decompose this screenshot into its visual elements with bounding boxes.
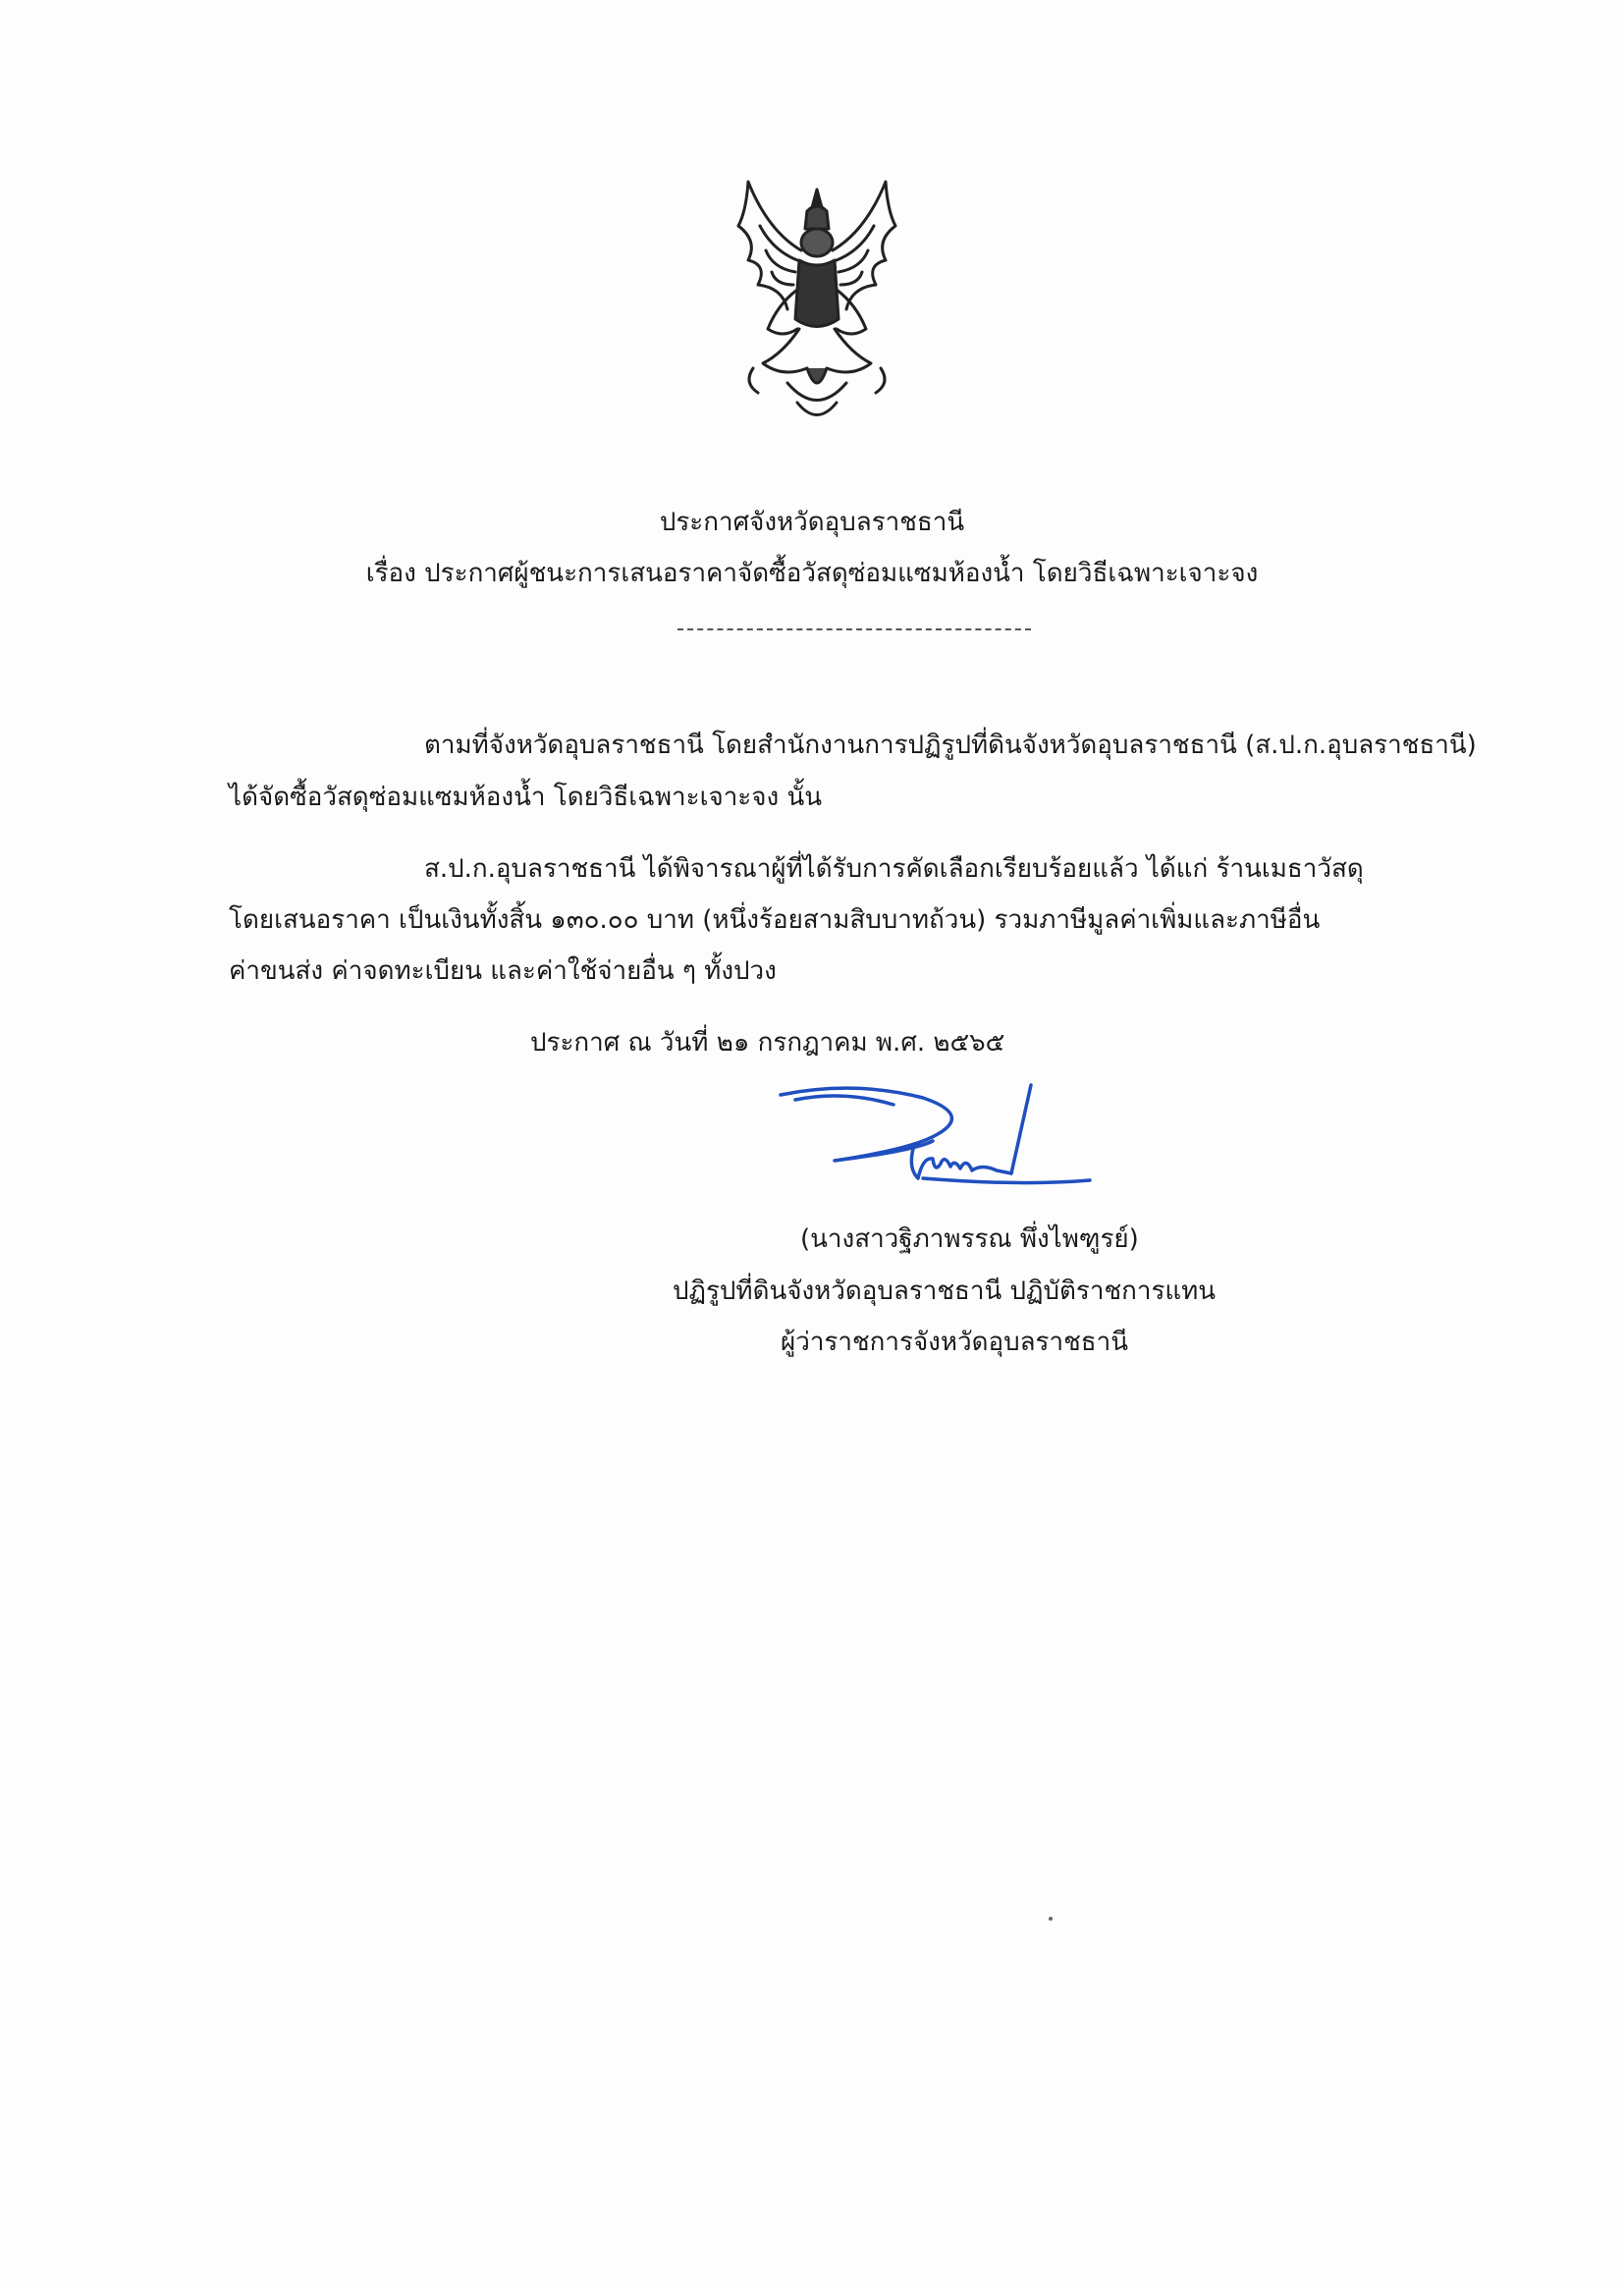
paragraph-1-line-1: ตามที่จังหวัดอุบลราชธานี โดยสำนักงานการปฏิรูปที่ดินจังหวัดอุบลราชธานี (ส.ป.ก.อุบลราชธานี) <box>424 731 1477 760</box>
announcement-date: ประกาศ ณ วันที่ ๒๑ กรกฎาคม พ.ศ. ๒๕๖๕ <box>530 1028 1005 1058</box>
paragraph-2-line-1: ส.ป.ก.อุบลราชธานี ได้พิจารณาผู้ที่ได้รับการคัดเลือกเรียบร้อยแล้ว ได้แก่ ร้านเมธาวัสดุ <box>424 854 1364 884</box>
paragraph-2-line-3: ค่าขนส่ง ค่าจดทะเบียน และค่าใช้จ่ายอื่น ๆ ทั้งปวง <box>229 956 777 986</box>
paragraph-1-line-2: ได้จัดซื้อวัสดุซ่อมแซมห้องน้ำ โดยวิธีเฉพาะเจาะจง นั้น <box>229 783 823 812</box>
scan-speck <box>1049 1917 1053 1921</box>
announcement-title: ประกาศจังหวัดอุบลราชธานี <box>659 508 965 537</box>
signatory-position-1: ปฏิรูปที่ดินจังหวัดอุบลราชธานี ปฏิบัติราชการแทน <box>673 1277 1217 1306</box>
title-divider <box>677 628 1031 630</box>
paragraph-2-line-2: โดยเสนอราคา เป็นเงินทั้งสิ้น ๑๓๐.๐๐ บาท (หนึ่งร้อยสามสิบบาทถ้วน) รวมภาษีมูลค่าเพิ่มและภาษีอื่น <box>229 905 1321 935</box>
signatory-position-2: ผู้ว่าราชการจังหวัดอุบลราชธานี <box>781 1328 1129 1357</box>
signatory-name: (นางสาวฐิภาพรรณ พึ่งไพฑูรย์) <box>800 1224 1139 1254</box>
announcement-subject: เรื่อง ประกาศผู้ชนะการเสนอราคาจัดซื้อวัสดุซ่อมแซมห้องน้ำ โดยวิธีเฉพาะเจาะจง <box>365 559 1259 588</box>
garuda-emblem-icon <box>729 172 905 432</box>
signature-icon <box>776 1080 1100 1222</box>
